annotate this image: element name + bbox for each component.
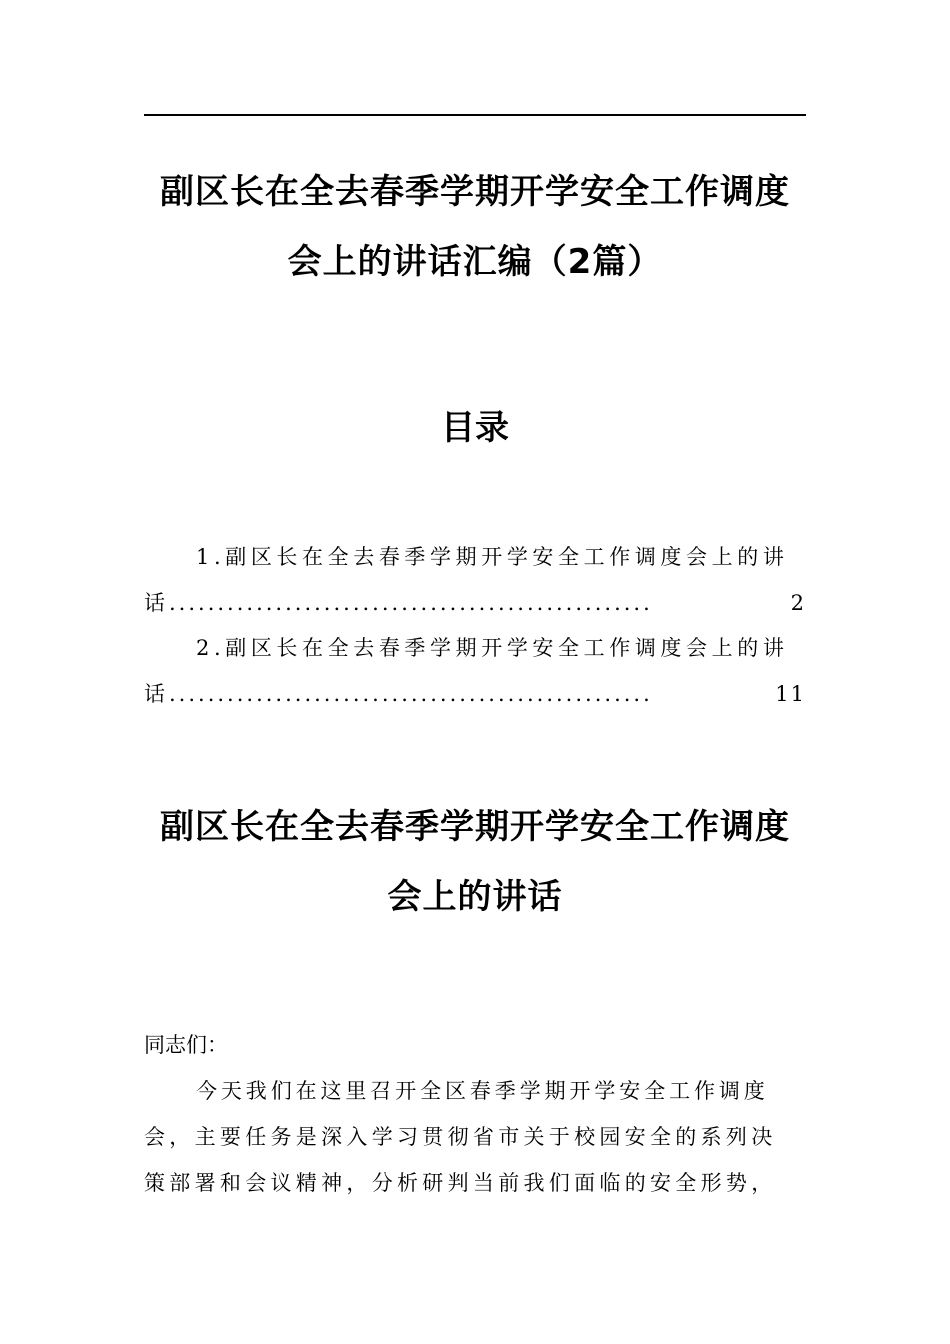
paragraph-line: 今天我们在这里召开全区春季学期开学安全工作调度 [196, 1079, 769, 1103]
document-title-line-2: 会上的讲话汇编（2篇） [287, 242, 663, 282]
toc-dot-leader: .................................................. [169, 590, 653, 615]
document-title-line-1: 副区长在全去春季学期开学安全工作调度 [160, 172, 790, 212]
toc-entry-title: 1.副区长在全去春季学期开学安全工作调度会上的讲 [196, 545, 789, 569]
paragraph-line: 策部署和会议精神，分析研判当前我们面临的安全形势， [144, 1171, 777, 1195]
toc-page-number: 2 [790, 590, 806, 615]
section-title-line-1: 副区长在全去春季学期开学安全工作调度 [160, 807, 790, 847]
speech-body [144, 1022, 806, 1206]
toc-page-number: 11 [775, 681, 806, 706]
section-title-line-2: 会上的讲话 [387, 877, 563, 917]
toc-entry-1[interactable] [144, 535, 806, 626]
toc-entry-title: 2.副区长在全去春季学期开学安全工作调度会上的讲 [196, 636, 789, 660]
section-title [144, 792, 806, 932]
salutation: 同志们： [144, 1033, 228, 1057]
document-title [144, 157, 806, 297]
toc-entry-title-tail: 话 [144, 590, 165, 615]
toc-entry-title-tail: 话 [144, 681, 165, 706]
toc-heading: 目录 [441, 408, 509, 448]
header-rule [144, 114, 806, 116]
toc-entry-2[interactable] [144, 626, 806, 717]
table-of-contents [144, 535, 806, 717]
toc-dot-leader: .................................................. [169, 681, 653, 706]
paragraph-line: 会，主要任务是深入学习贯彻省市关于校园安全的系列决 [144, 1125, 777, 1149]
